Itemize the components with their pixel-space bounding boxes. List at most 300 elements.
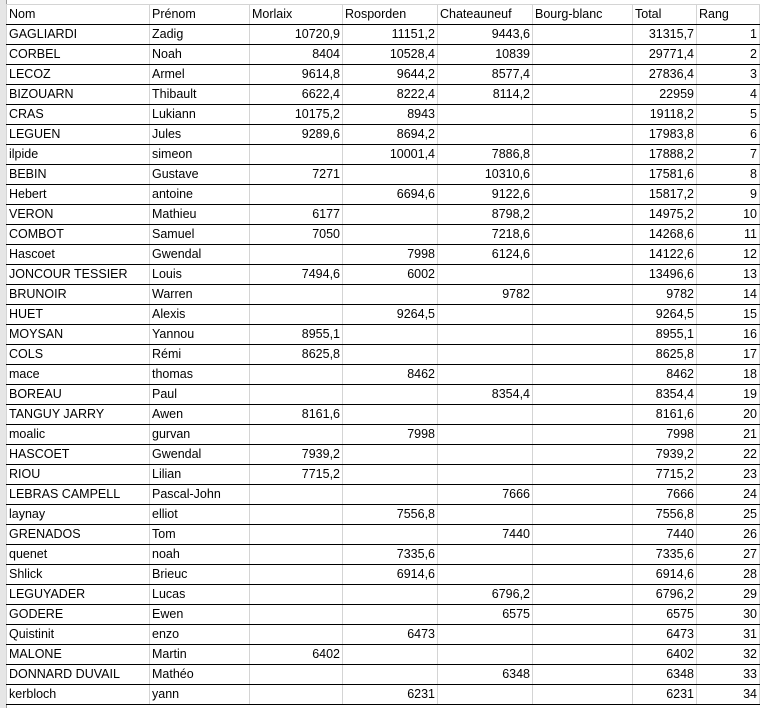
cell-morlaix[interactable] <box>250 665 343 685</box>
cell-total[interactable]: 29771,4 <box>633 45 697 65</box>
cell-rosporden[interactable]: 7556,8 <box>343 505 438 525</box>
cell-bourg-blanc[interactable] <box>533 185 633 205</box>
cell-nom[interactable]: JONCOUR TESSIER <box>7 265 150 285</box>
cell-bourg-blanc[interactable] <box>533 45 633 65</box>
cell-bourg-blanc[interactable] <box>533 325 633 345</box>
cell-rosporden[interactable]: 9644,2 <box>343 65 438 85</box>
cell-bourg-blanc[interactable] <box>533 685 633 705</box>
cell-prenom[interactable]: Lilian <box>150 465 250 485</box>
cell-total[interactable]: 7556,8 <box>633 505 697 525</box>
cell-total[interactable]: 14975,2 <box>633 205 697 225</box>
cell-total[interactable]: 14122,6 <box>633 245 697 265</box>
cell-nom[interactable]: mace <box>7 365 150 385</box>
cell-chateauneuf[interactable] <box>438 305 533 325</box>
cell-rosporden[interactable]: 10001,4 <box>343 145 438 165</box>
cell-bourg-blanc[interactable] <box>533 585 633 605</box>
cell-nom[interactable]: GAGLIARDI <box>7 25 150 45</box>
cell-rosporden[interactable] <box>343 385 438 405</box>
table-row <box>7 465 760 485</box>
cell-total[interactable]: 6402 <box>633 645 697 665</box>
cell-morlaix[interactable] <box>250 525 343 545</box>
cell-morlaix[interactable]: 9614,8 <box>250 65 343 85</box>
cell-total[interactable]: 22959 <box>633 85 697 105</box>
cell-morlaix[interactable] <box>250 245 343 265</box>
cell-prenom[interactable]: Ewen <box>150 605 250 625</box>
cell-morlaix[interactable]: 8161,6 <box>250 405 343 425</box>
cell-bourg-blanc[interactable] <box>533 305 633 325</box>
cell-prenom[interactable]: Samuel <box>150 225 250 245</box>
cell-total[interactable]: 9264,5 <box>633 305 697 325</box>
cell-chateauneuf[interactable] <box>438 645 533 665</box>
cell-bourg-blanc[interactable] <box>533 265 633 285</box>
table-row <box>7 185 760 205</box>
cell-rang[interactable]: 18 <box>697 365 760 385</box>
cell-nom[interactable]: LECOZ <box>7 65 150 85</box>
table-row <box>7 205 760 225</box>
table-row <box>7 105 760 125</box>
cell-morlaix[interactable]: 10175,2 <box>250 105 343 125</box>
cell-nom[interactable]: LEGUEN <box>7 125 150 145</box>
cell-total[interactable]: 7998 <box>633 425 697 445</box>
cell-bourg-blanc[interactable] <box>533 105 633 125</box>
cell-chateauneuf[interactable] <box>438 405 533 425</box>
cell-total[interactable]: 6473 <box>633 625 697 645</box>
cell-bourg-blanc[interactable] <box>533 345 633 365</box>
cell-nom[interactable]: laynay <box>7 505 150 525</box>
cell-total[interactable]: 7939,2 <box>633 445 697 465</box>
cell-chateauneuf[interactable] <box>438 565 533 585</box>
cell-nom[interactable]: CORBEL <box>7 45 150 65</box>
cell-rosporden[interactable] <box>343 585 438 605</box>
cell-chateauneuf[interactable] <box>438 325 533 345</box>
cell-nom[interactable]: Quistinit <box>7 625 150 645</box>
cell-rang[interactable]: 22 <box>697 445 760 465</box>
cell-nom[interactable]: BEBIN <box>7 165 150 185</box>
cell-rosporden[interactable]: 6473 <box>343 625 438 645</box>
table-row <box>7 45 760 65</box>
cell-prenom[interactable]: Warren <box>150 285 250 305</box>
cell-rang[interactable]: 12 <box>697 245 760 265</box>
cell-chateauneuf[interactable] <box>438 685 533 705</box>
cell-total[interactable]: 9782 <box>633 285 697 305</box>
header-cell-bourg-blanc[interactable]: Bourg-blanc <box>533 5 633 25</box>
cell-total[interactable]: 8625,8 <box>633 345 697 365</box>
cell-morlaix[interactable]: 7494,6 <box>250 265 343 285</box>
cell-total[interactable]: 14268,6 <box>633 225 697 245</box>
cell-morlaix[interactable] <box>250 285 343 305</box>
cell-chateauneuf[interactable] <box>438 365 533 385</box>
cell-bourg-blanc[interactable] <box>533 125 633 145</box>
cell-chateauneuf[interactable]: 6575 <box>438 605 533 625</box>
cell-total[interactable]: 6348 <box>633 665 697 685</box>
cell-rang[interactable]: 4 <box>697 85 760 105</box>
cell-bourg-blanc[interactable] <box>533 605 633 625</box>
cell-total[interactable]: 17888,2 <box>633 145 697 165</box>
table-row <box>7 165 760 185</box>
cell-nom[interactable]: moalic <box>7 425 150 445</box>
cell-total[interactable]: 8955,1 <box>633 325 697 345</box>
cell-nom[interactable]: Shlick <box>7 565 150 585</box>
cell-rang[interactable]: 5 <box>697 105 760 125</box>
cell-nom[interactable]: DONNARD DUVAIL <box>7 665 150 685</box>
cell-rosporden[interactable] <box>343 285 438 305</box>
cell-prenom[interactable]: thomas <box>150 365 250 385</box>
cell-prenom[interactable]: Yannou <box>150 325 250 345</box>
cell-rosporden[interactable]: 6231 <box>343 685 438 705</box>
cell-rosporden[interactable]: 10528,4 <box>343 45 438 65</box>
header-cell-rosporden[interactable]: Rosporden <box>343 5 438 25</box>
cell-rosporden[interactable] <box>343 445 438 465</box>
cell-rang[interactable]: 1 <box>697 25 760 45</box>
cell-morlaix[interactable] <box>250 145 343 165</box>
cell-bourg-blanc[interactable] <box>533 365 633 385</box>
cell-rosporden[interactable] <box>343 325 438 345</box>
cell-rang[interactable]: 8 <box>697 165 760 185</box>
cell-prenom[interactable]: Gwendal <box>150 445 250 465</box>
cell-bourg-blanc[interactable] <box>533 525 633 545</box>
cell-morlaix[interactable] <box>250 625 343 645</box>
header-cell-chateauneuf[interactable]: Chateauneuf <box>438 5 533 25</box>
cell-rang[interactable]: 9 <box>697 185 760 205</box>
cell-prenom[interactable]: Thibault <box>150 85 250 105</box>
cell-chateauneuf[interactable] <box>438 265 533 285</box>
cell-nom[interactable]: kerbloch <box>7 685 150 705</box>
cell-bourg-blanc[interactable] <box>533 85 633 105</box>
cell-rang[interactable]: 2 <box>697 45 760 65</box>
cell-morlaix[interactable] <box>250 565 343 585</box>
cell-total[interactable]: 8161,6 <box>633 405 697 425</box>
cell-chateauneuf[interactable]: 6796,2 <box>438 585 533 605</box>
cell-total[interactable]: 7335,6 <box>633 545 697 565</box>
cell-total[interactable]: 8462 <box>633 365 697 385</box>
cell-bourg-blanc[interactable] <box>533 225 633 245</box>
cell-chateauneuf[interactable]: 8798,2 <box>438 205 533 225</box>
cell-nom[interactable]: BRUNOIR <box>7 285 150 305</box>
cell-nom[interactable]: BIZOUARN <box>7 85 150 105</box>
cell-chateauneuf[interactable]: 9443,6 <box>438 25 533 45</box>
cell-prenom[interactable]: simeon <box>150 145 250 165</box>
cell-rosporden[interactable]: 6914,6 <box>343 565 438 585</box>
cell-morlaix[interactable] <box>250 305 343 325</box>
cell-rang[interactable]: 34 <box>697 685 760 705</box>
cell-prenom[interactable]: yann <box>150 685 250 705</box>
cell-prenom[interactable]: antoine <box>150 185 250 205</box>
cell-rosporden[interactable] <box>343 405 438 425</box>
cell-morlaix[interactable]: 7715,2 <box>250 465 343 485</box>
cell-nom[interactable]: Hascoet <box>7 245 150 265</box>
cell-chateauneuf[interactable]: 7440 <box>438 525 533 545</box>
cell-bourg-blanc[interactable] <box>533 665 633 685</box>
cell-bourg-blanc[interactable] <box>533 285 633 305</box>
cell-nom[interactable]: COLS <box>7 345 150 365</box>
cell-morlaix[interactable]: 8955,1 <box>250 325 343 345</box>
cell-nom[interactable]: TANGUY JARRY <box>7 405 150 425</box>
cell-chateauneuf[interactable]: 7886,8 <box>438 145 533 165</box>
cell-morlaix[interactable] <box>250 485 343 505</box>
cell-nom[interactable]: VERON <box>7 205 150 225</box>
cell-total[interactable]: 7666 <box>633 485 697 505</box>
table-row <box>7 145 760 165</box>
cell-bourg-blanc[interactable] <box>533 245 633 265</box>
cell-rosporden[interactable] <box>343 465 438 485</box>
cell-chateauneuf[interactable]: 9122,6 <box>438 185 533 205</box>
cell-rosporden[interactable]: 9264,5 <box>343 305 438 325</box>
cell-nom[interactable]: Hebert <box>7 185 150 205</box>
cell-rosporden[interactable] <box>343 605 438 625</box>
cell-prenom[interactable]: Rémi <box>150 345 250 365</box>
cell-rang[interactable]: 17 <box>697 345 760 365</box>
cell-prenom[interactable]: Noah <box>150 45 250 65</box>
cell-nom[interactable]: GRENADOS <box>7 525 150 545</box>
cell-chateauneuf[interactable] <box>438 505 533 525</box>
cell-rosporden[interactable]: 7335,6 <box>343 545 438 565</box>
table-row <box>7 585 760 605</box>
cell-rosporden[interactable] <box>343 225 438 245</box>
cell-rang[interactable]: 16 <box>697 325 760 345</box>
cell-prenom[interactable]: Gustave <box>150 165 250 185</box>
cell-morlaix[interactable]: 8625,8 <box>250 345 343 365</box>
cell-morlaix[interactable]: 7050 <box>250 225 343 245</box>
cell-bourg-blanc[interactable] <box>533 625 633 645</box>
cell-morlaix[interactable]: 6622,4 <box>250 85 343 105</box>
table-row <box>7 225 760 245</box>
cell-morlaix[interactable]: 7939,2 <box>250 445 343 465</box>
cell-bourg-blanc[interactable] <box>533 425 633 445</box>
cell-morlaix[interactable] <box>250 385 343 405</box>
cell-morlaix[interactable] <box>250 585 343 605</box>
cell-chateauneuf[interactable]: 7666 <box>438 485 533 505</box>
cell-morlaix[interactable]: 8404 <box>250 45 343 65</box>
cell-chateauneuf[interactable]: 10839 <box>438 45 533 65</box>
cell-rang[interactable]: 7 <box>697 145 760 165</box>
table-row <box>7 665 760 685</box>
cell-chateauneuf[interactable] <box>438 425 533 445</box>
cell-chateauneuf[interactable]: 10310,6 <box>438 165 533 185</box>
table-row <box>7 285 760 305</box>
cell-rang[interactable]: 24 <box>697 485 760 505</box>
cell-prenom[interactable]: enzo <box>150 625 250 645</box>
cell-total[interactable]: 19118,2 <box>633 105 697 125</box>
cell-rang[interactable]: 32 <box>697 645 760 665</box>
cell-rosporden[interactable] <box>343 345 438 365</box>
cell-morlaix[interactable] <box>250 505 343 525</box>
cell-bourg-blanc[interactable] <box>533 25 633 45</box>
cell-prenom[interactable]: Tom <box>150 525 250 545</box>
cell-chateauneuf[interactable]: 8354,4 <box>438 385 533 405</box>
cell-prenom[interactable]: Louis <box>150 265 250 285</box>
cell-chateauneuf[interactable] <box>438 465 533 485</box>
cell-prenom[interactable]: Lukiann <box>150 105 250 125</box>
cell-bourg-blanc[interactable] <box>533 645 633 665</box>
cell-chateauneuf[interactable] <box>438 545 533 565</box>
cell-morlaix[interactable] <box>250 685 343 705</box>
cell-rosporden[interactable]: 7998 <box>343 425 438 445</box>
cell-chateauneuf[interactable] <box>438 345 533 365</box>
cell-chateauneuf[interactable]: 9782 <box>438 285 533 305</box>
cell-prenom[interactable]: Lucas <box>150 585 250 605</box>
header-cell-nom[interactable]: Nom <box>7 5 150 25</box>
results-table <box>6 4 760 705</box>
cell-nom[interactable]: HUET <box>7 305 150 325</box>
cell-rang[interactable]: 21 <box>697 425 760 445</box>
cell-chateauneuf[interactable] <box>438 445 533 465</box>
cell-rang[interactable]: 10 <box>697 205 760 225</box>
cell-bourg-blanc[interactable] <box>533 545 633 565</box>
cell-rang[interactable]: 13 <box>697 265 760 285</box>
cell-total[interactable]: 13496,6 <box>633 265 697 285</box>
table-row <box>7 605 760 625</box>
cell-rang[interactable]: 20 <box>697 405 760 425</box>
cell-rosporden[interactable] <box>343 525 438 545</box>
cell-total[interactable]: 17983,8 <box>633 125 697 145</box>
cell-nom[interactable]: BOREAU <box>7 385 150 405</box>
cell-chateauneuf[interactable] <box>438 125 533 145</box>
cell-total[interactable]: 15817,2 <box>633 185 697 205</box>
cell-total[interactable]: 8354,4 <box>633 385 697 405</box>
cell-rang[interactable]: 11 <box>697 225 760 245</box>
cell-bourg-blanc[interactable] <box>533 505 633 525</box>
cell-nom[interactable]: LEGUYADER <box>7 585 150 605</box>
cell-rang[interactable]: 6 <box>697 125 760 145</box>
table-row <box>7 565 760 585</box>
cell-rosporden[interactable]: 6002 <box>343 265 438 285</box>
cell-morlaix[interactable] <box>250 365 343 385</box>
cell-rosporden[interactable] <box>343 485 438 505</box>
cell-bourg-blanc[interactable] <box>533 405 633 425</box>
cell-bourg-blanc[interactable] <box>533 445 633 465</box>
cell-chateauneuf[interactable]: 7218,6 <box>438 225 533 245</box>
cell-total[interactable]: 7440 <box>633 525 697 545</box>
cell-nom[interactable]: GODERE <box>7 605 150 625</box>
cell-chateauneuf[interactable] <box>438 105 533 125</box>
cell-chateauneuf[interactable]: 6348 <box>438 665 533 685</box>
cell-rosporden[interactable] <box>343 665 438 685</box>
cell-total[interactable]: 6914,6 <box>633 565 697 585</box>
cell-morlaix[interactable] <box>250 545 343 565</box>
cell-rang[interactable]: 26 <box>697 525 760 545</box>
table-row <box>7 345 760 365</box>
cell-chateauneuf[interactable] <box>438 625 533 645</box>
cell-nom[interactable]: MOYSAN <box>7 325 150 345</box>
cell-rang[interactable]: 27 <box>697 545 760 565</box>
cell-morlaix[interactable]: 10720,9 <box>250 25 343 45</box>
cell-rang[interactable]: 23 <box>697 465 760 485</box>
cell-rosporden[interactable]: 7998 <box>343 245 438 265</box>
cell-rang[interactable]: 33 <box>697 665 760 685</box>
cell-total[interactable]: 27836,4 <box>633 65 697 85</box>
cell-rosporden[interactable] <box>343 205 438 225</box>
cell-prenom[interactable]: Pascal-John <box>150 485 250 505</box>
cell-rosporden[interactable]: 8462 <box>343 365 438 385</box>
cell-rang[interactable]: 29 <box>697 585 760 605</box>
cell-bourg-blanc[interactable] <box>533 465 633 485</box>
cell-nom[interactable]: quenet <box>7 545 150 565</box>
cell-morlaix[interactable]: 6402 <box>250 645 343 665</box>
cell-rosporden[interactable]: 6694,6 <box>343 185 438 205</box>
cell-nom[interactable]: CRAS <box>7 105 150 125</box>
cell-rosporden[interactable] <box>343 165 438 185</box>
table-row <box>7 25 760 45</box>
cell-chateauneuf[interactable]: 6124,6 <box>438 245 533 265</box>
cell-rosporden[interactable]: 8943 <box>343 105 438 125</box>
cell-rang[interactable]: 25 <box>697 505 760 525</box>
cell-total[interactable]: 6796,2 <box>633 585 697 605</box>
cell-morlaix[interactable]: 7271 <box>250 165 343 185</box>
cell-prenom[interactable]: Zadig <box>150 25 250 45</box>
header-cell-morlaix[interactable]: Morlaix <box>250 5 343 25</box>
table-row <box>7 245 760 265</box>
cell-rosporden[interactable]: 11151,2 <box>343 25 438 45</box>
cell-bourg-blanc[interactable] <box>533 485 633 505</box>
cell-total[interactable]: 7715,2 <box>633 465 697 485</box>
cell-prenom[interactable]: Awen <box>150 405 250 425</box>
cell-prenom[interactable]: elliot <box>150 505 250 525</box>
cell-rang[interactable]: 15 <box>697 305 760 325</box>
cell-morlaix[interactable] <box>250 425 343 445</box>
cell-prenom[interactable]: Gwendal <box>150 245 250 265</box>
header-cell-prenom[interactable]: Prénom <box>150 5 250 25</box>
cell-total[interactable]: 6231 <box>633 685 697 705</box>
cell-rang[interactable]: 19 <box>697 385 760 405</box>
cell-rang[interactable]: 31 <box>697 625 760 645</box>
cell-rosporden[interactable]: 8694,2 <box>343 125 438 145</box>
cell-chateauneuf[interactable]: 8114,2 <box>438 85 533 105</box>
cell-prenom[interactable]: Armel <box>150 65 250 85</box>
cell-prenom[interactable]: Mathieu <box>150 205 250 225</box>
cell-prenom[interactable]: Paul <box>150 385 250 405</box>
cell-rang[interactable]: 28 <box>697 565 760 585</box>
cell-prenom[interactable]: Martin <box>150 645 250 665</box>
cell-rang[interactable]: 14 <box>697 285 760 305</box>
header-cell-total[interactable]: Total <box>633 5 697 25</box>
cell-morlaix[interactable]: 6177 <box>250 205 343 225</box>
cell-prenom[interactable]: Mathéo <box>150 665 250 685</box>
cell-rosporden[interactable]: 8222,4 <box>343 85 438 105</box>
cell-rang[interactable]: 3 <box>697 65 760 85</box>
cell-rosporden[interactable] <box>343 645 438 665</box>
cell-prenom[interactable]: Jules <box>150 125 250 145</box>
cell-bourg-blanc[interactable] <box>533 165 633 185</box>
cell-nom[interactable]: MALONE <box>7 645 150 665</box>
cell-prenom[interactable]: Brieuc <box>150 565 250 585</box>
table-row <box>7 85 760 105</box>
cell-morlaix[interactable] <box>250 185 343 205</box>
cell-morlaix[interactable]: 9289,6 <box>250 125 343 145</box>
cell-nom[interactable]: RIOU <box>7 465 150 485</box>
table-row <box>7 645 760 665</box>
cell-nom[interactable]: ilpide <box>7 145 150 165</box>
cell-nom[interactable]: HASCOET <box>7 445 150 465</box>
cell-bourg-blanc[interactable] <box>533 565 633 585</box>
cell-nom[interactable]: LEBRAS CAMPELL <box>7 485 150 505</box>
cell-prenom[interactable]: gurvan <box>150 425 250 445</box>
cell-bourg-blanc[interactable] <box>533 65 633 85</box>
cell-bourg-blanc[interactable] <box>533 145 633 165</box>
cell-total[interactable]: 17581,6 <box>633 165 697 185</box>
cell-chateauneuf[interactable]: 8577,4 <box>438 65 533 85</box>
cell-rang[interactable]: 30 <box>697 605 760 625</box>
cell-bourg-blanc[interactable] <box>533 385 633 405</box>
cell-prenom[interactable]: noah <box>150 545 250 565</box>
cell-bourg-blanc[interactable] <box>533 205 633 225</box>
cell-total[interactable]: 6575 <box>633 605 697 625</box>
cell-morlaix[interactable] <box>250 605 343 625</box>
cell-prenom[interactable]: Alexis <box>150 305 250 325</box>
cell-nom[interactable]: COMBOT <box>7 225 150 245</box>
header-cell-rang[interactable]: Rang <box>697 5 760 25</box>
cell-total[interactable]: 31315,7 <box>633 25 697 45</box>
table-row <box>7 485 760 505</box>
